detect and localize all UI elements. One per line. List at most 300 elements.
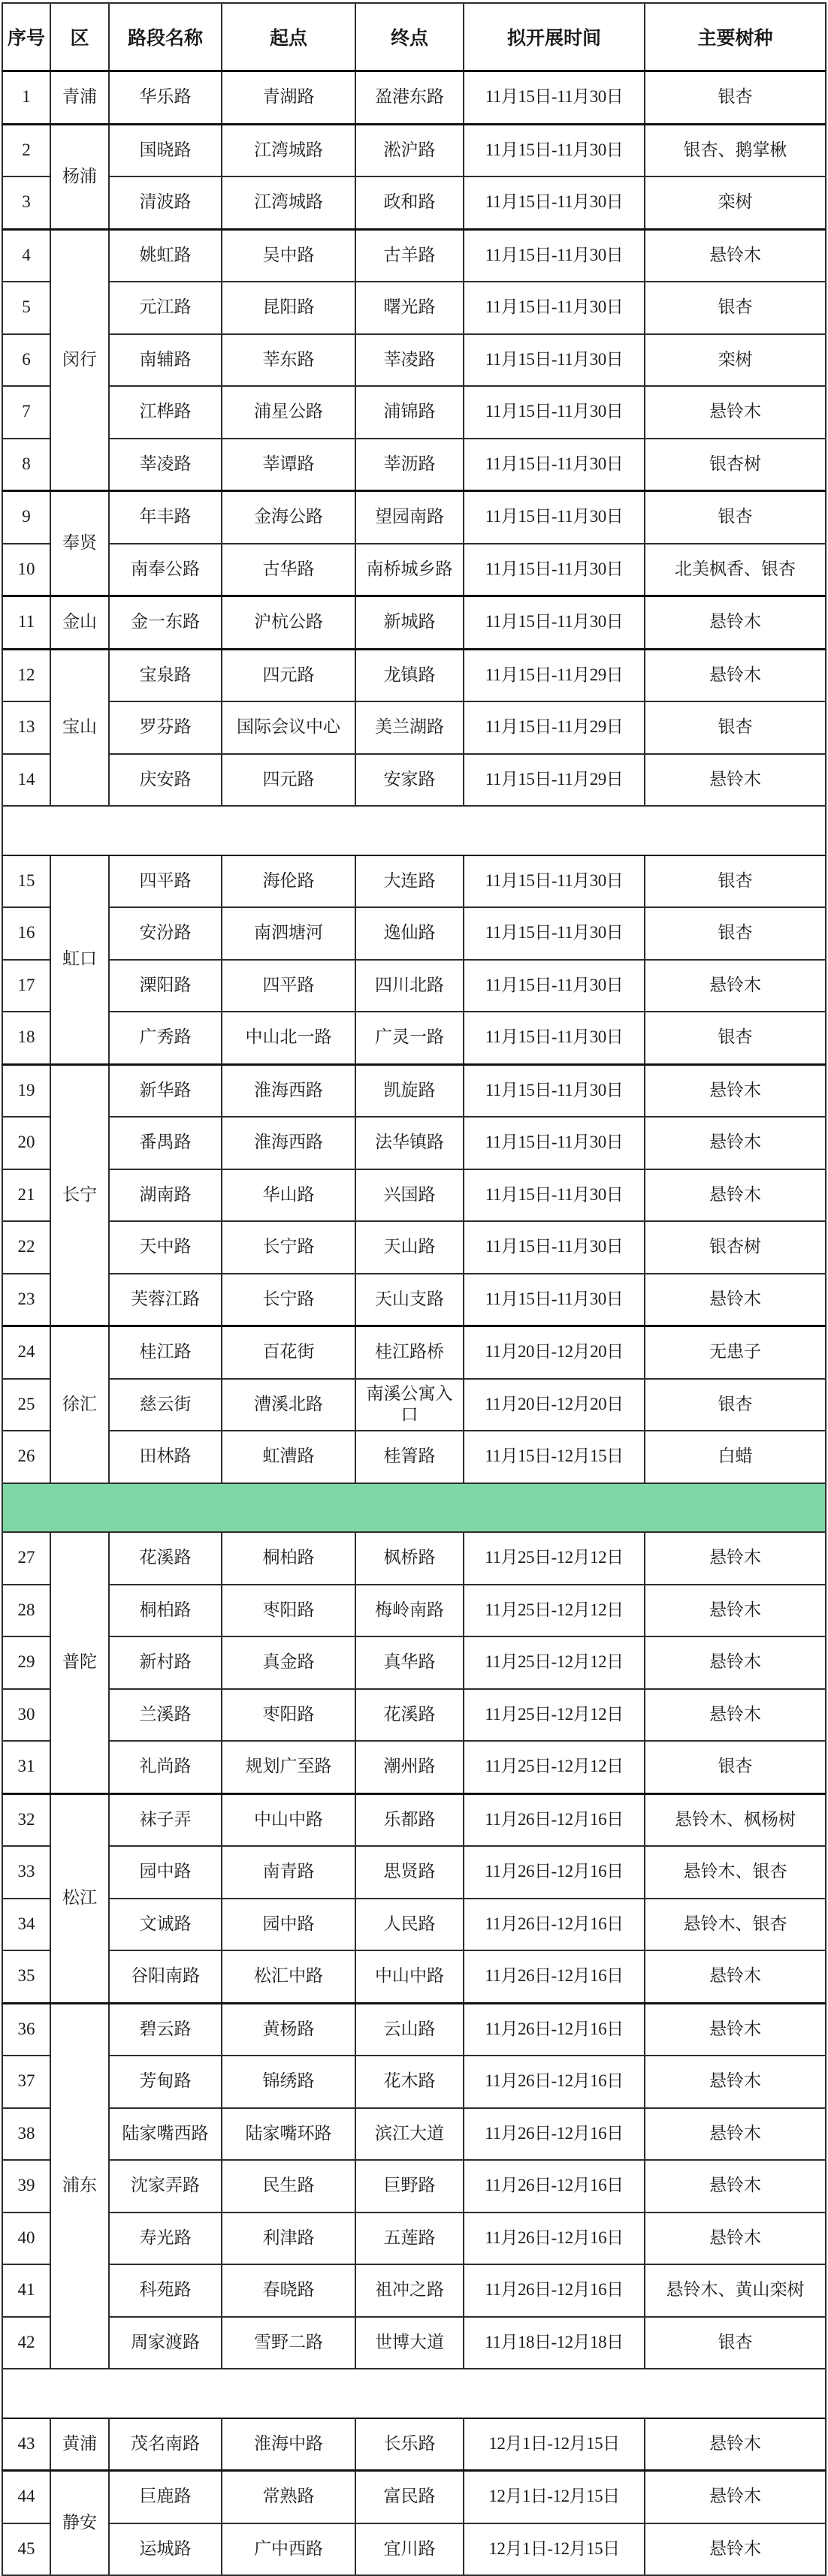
cell-start-point: 华山路 — [222, 1169, 355, 1222]
header-start-point: 起点 — [222, 3, 355, 71]
cell-species: 银杏 — [645, 282, 826, 334]
divider-bar — [2, 2369, 826, 2418]
cell-end-point: 莘沥路 — [355, 439, 464, 491]
divider-bar — [2, 806, 826, 855]
cell-end-point: 祖冲之路 — [355, 2264, 464, 2317]
cell-time: 11月20日-12月20日 — [464, 1326, 645, 1379]
cell-species: 栾树 — [645, 176, 826, 229]
table-row — [2, 544, 826, 596]
cell-start-point: 雪野二路 — [222, 2317, 355, 2369]
cell-road-name: 湖南路 — [109, 1169, 222, 1222]
table-row — [2, 2523, 826, 2576]
cell-road-name: 礼尚路 — [109, 1741, 222, 1793]
table-row — [2, 2108, 826, 2161]
cell-species: 北美枫香、银杏 — [645, 544, 826, 596]
cell-time: 11月15日-11月30日 — [464, 1221, 645, 1274]
cell-species: 悬铃木 — [645, 2056, 826, 2108]
cell-time: 11月15日-11月29日 — [464, 649, 645, 701]
cell-species: 悬铃木、银杏 — [645, 1846, 826, 1899]
cell-road-name: 清波路 — [109, 176, 222, 229]
table-row — [2, 176, 826, 229]
cell-end-point: 龙镇路 — [355, 649, 464, 701]
cell-serial: 30 — [2, 1689, 50, 1742]
cell-start-point: 松汇中路 — [222, 1950, 355, 2003]
cell-road-name: 国晓路 — [109, 124, 222, 176]
cell-road-name: 年丰路 — [109, 491, 222, 544]
table-header — [2, 3, 826, 71]
cell-district: 奉贤 — [50, 491, 109, 596]
cell-start-point: 南青路 — [222, 1846, 355, 1899]
cell-species: 悬铃木 — [645, 2523, 826, 2576]
table-row — [2, 2003, 826, 2056]
cell-end-point: 美兰湖路 — [355, 701, 464, 754]
cell-road-name: 园中路 — [109, 1846, 222, 1899]
cell-end-point: 富民路 — [355, 2471, 464, 2523]
cell-time: 11月26日-12月16日 — [464, 2003, 645, 2056]
cell-start-point: 桐柏路 — [222, 1532, 355, 1585]
cell-road-name: 溧阳路 — [109, 960, 222, 1012]
table-row — [2, 649, 826, 701]
header-end-point: 终点 — [355, 3, 464, 71]
cell-serial: 39 — [2, 2160, 50, 2213]
cell-road-name: 宝泉路 — [109, 649, 222, 701]
cell-time: 11月26日-12月16日 — [464, 2056, 645, 2108]
cell-serial: 7 — [2, 386, 50, 439]
cell-end-point: 天山支路 — [355, 1274, 464, 1326]
cell-serial: 26 — [2, 1431, 50, 1483]
cell-start-point: 黄杨路 — [222, 2003, 355, 2056]
cell-time: 11月25日-12月12日 — [464, 1741, 645, 1793]
cell-start-point: 淮海西路 — [222, 1117, 355, 1169]
cell-time: 11月26日-12月16日 — [464, 2108, 645, 2161]
cell-end-point: 花溪路 — [355, 1689, 464, 1742]
cell-serial: 6 — [2, 334, 50, 387]
cell-serial: 24 — [2, 1326, 50, 1379]
cell-serial: 36 — [2, 2003, 50, 2056]
cell-species: 白蜡 — [645, 1431, 826, 1483]
cell-species: 悬铃木、银杏 — [645, 1899, 826, 1951]
cell-end-point: 巨野路 — [355, 2160, 464, 2213]
table-row — [2, 1689, 826, 1742]
cell-road-name: 元江路 — [109, 282, 222, 334]
cell-time: 12月1日-12月15日 — [464, 2418, 645, 2471]
table-row — [2, 907, 826, 960]
cell-road-name: 兰溪路 — [109, 1689, 222, 1742]
table-row — [2, 124, 826, 176]
cell-time: 11月15日-12月15日 — [464, 1431, 645, 1483]
cell-species: 悬铃木 — [645, 1274, 826, 1326]
cell-species: 悬铃木 — [645, 754, 826, 807]
cell-road-name: 运城路 — [109, 2523, 222, 2576]
cell-start-point: 国际会议中心 — [222, 701, 355, 754]
table-row — [2, 960, 826, 1012]
cell-serial: 34 — [2, 1899, 50, 1951]
cell-end-point: 曙光路 — [355, 282, 464, 334]
cell-time: 11月15日-11月30日 — [464, 855, 645, 908]
cell-end-point: 浦锦路 — [355, 386, 464, 439]
cell-road-name: 袜子弄 — [109, 1793, 222, 1846]
cell-end-point: 长乐路 — [355, 2418, 464, 2471]
cell-serial: 42 — [2, 2317, 50, 2369]
table-row — [2, 2264, 826, 2317]
table-row — [2, 701, 826, 754]
cell-start-point: 淮海西路 — [222, 1064, 355, 1117]
header-time: 拟开展时间 — [464, 3, 645, 71]
cell-start-point: 百花街 — [222, 1326, 355, 1379]
cell-end-point: 大连路 — [355, 855, 464, 908]
table-row — [2, 282, 826, 334]
cell-road-name: 金一东路 — [109, 596, 222, 650]
cell-end-point: 莘凌路 — [355, 334, 464, 387]
cell-serial: 4 — [2, 229, 50, 282]
cell-road-name: 姚虹路 — [109, 229, 222, 282]
cell-road-name: 花溪路 — [109, 1532, 222, 1585]
cell-road-name: 慈云街 — [109, 1379, 222, 1431]
cell-road-name: 番禺路 — [109, 1117, 222, 1169]
cell-start-point: 枣阳路 — [222, 1689, 355, 1742]
cell-end-point: 乐都路 — [355, 1793, 464, 1846]
table-row — [2, 1274, 826, 1326]
cell-end-point: 花木路 — [355, 2056, 464, 2108]
cell-road-name: 新村路 — [109, 1636, 222, 1689]
cell-road-name: 江桦路 — [109, 386, 222, 439]
cell-time: 11月15日-11月30日 — [464, 229, 645, 282]
cell-serial: 21 — [2, 1169, 50, 1222]
cell-end-point: 凯旋路 — [355, 1064, 464, 1117]
cell-time: 11月25日-12月12日 — [464, 1585, 645, 1637]
cell-start-point: 漕溪北路 — [222, 1379, 355, 1431]
cell-species: 栾树 — [645, 334, 826, 387]
cell-road-name: 四平路 — [109, 855, 222, 908]
cell-start-point: 长宁路 — [222, 1274, 355, 1326]
cell-end-point: 云山路 — [355, 2003, 464, 2056]
table-row — [2, 754, 826, 807]
cell-time: 12月1日-12月15日 — [464, 2523, 645, 2576]
cell-start-point: 沪杭公路 — [222, 596, 355, 650]
table-row — [2, 2160, 826, 2213]
header-species: 主要树种 — [645, 3, 826, 71]
cell-time: 11月15日-11月30日 — [464, 124, 645, 176]
table-row — [2, 855, 826, 908]
cell-serial: 40 — [2, 2213, 50, 2265]
header-row — [2, 3, 826, 71]
table-row — [2, 1532, 826, 1585]
cell-serial: 38 — [2, 2108, 50, 2161]
cell-start-point: 利津路 — [222, 2213, 355, 2265]
cell-district: 金山 — [50, 596, 109, 650]
cell-time: 11月25日-12月12日 — [464, 1636, 645, 1689]
cell-end-point: 南溪公寓入口 — [355, 1379, 464, 1431]
cell-district: 虹口 — [50, 855, 109, 1065]
table-row — [2, 439, 826, 491]
cell-serial: 9 — [2, 491, 50, 544]
cell-species: 悬铃木 — [645, 1169, 826, 1222]
cell-species: 银杏 — [645, 1741, 826, 1793]
cell-species: 银杏 — [645, 1379, 826, 1431]
cell-start-point: 陆家嘴环路 — [222, 2108, 355, 2161]
cell-start-point: 昆阳路 — [222, 282, 355, 334]
cell-time: 12月1日-12月15日 — [464, 2471, 645, 2523]
cell-species: 银杏 — [645, 855, 826, 908]
cell-species: 银杏 — [645, 71, 826, 125]
table-row — [2, 1741, 826, 1793]
cell-serial: 43 — [2, 2418, 50, 2471]
cell-species: 银杏树 — [645, 439, 826, 491]
cell-species: 悬铃木 — [645, 1117, 826, 1169]
header-road-name: 路段名称 — [109, 3, 222, 71]
cell-species: 悬铃木 — [645, 1532, 826, 1585]
cell-start-point: 海伦路 — [222, 855, 355, 908]
cell-serial: 33 — [2, 1846, 50, 1899]
cell-species: 银杏 — [645, 701, 826, 754]
cell-serial: 35 — [2, 1950, 50, 2003]
cell-end-point: 盈港东路 — [355, 71, 464, 125]
cell-end-point: 宜川路 — [355, 2523, 464, 2576]
cell-species: 悬铃木 — [645, 1585, 826, 1637]
cell-district: 静安 — [50, 2471, 109, 2576]
cell-end-point: 法华镇路 — [355, 1117, 464, 1169]
cell-time: 11月15日-11月30日 — [464, 1064, 645, 1117]
cell-district: 松江 — [50, 1793, 109, 2003]
cell-time: 11月15日-11月30日 — [464, 1012, 645, 1064]
cell-start-point: 浦星公路 — [222, 386, 355, 439]
cell-start-point: 莘东路 — [222, 334, 355, 387]
cell-district: 杨浦 — [50, 124, 109, 229]
cell-species: 银杏 — [645, 907, 826, 960]
cell-road-name: 田林路 — [109, 1431, 222, 1483]
cell-time: 11月18日-12月18日 — [464, 2317, 645, 2369]
cell-time: 11月26日-12月16日 — [464, 1846, 645, 1899]
cell-start-point: 四元路 — [222, 754, 355, 807]
cell-road-name: 庆安路 — [109, 754, 222, 807]
cell-end-point: 真华路 — [355, 1636, 464, 1689]
divider-bar — [2, 1483, 826, 1533]
cell-species: 悬铃木 — [645, 2213, 826, 2265]
cell-road-name: 安汾路 — [109, 907, 222, 960]
cell-district: 宝山 — [50, 649, 109, 806]
cell-serial: 8 — [2, 439, 50, 491]
cell-species: 悬铃木 — [645, 229, 826, 282]
cell-serial: 20 — [2, 1117, 50, 1169]
cell-species: 银杏 — [645, 2317, 826, 2369]
cell-serial: 29 — [2, 1636, 50, 1689]
cell-end-point: 桂江路桥 — [355, 1326, 464, 1379]
cell-serial: 11 — [2, 596, 50, 650]
cell-serial: 15 — [2, 855, 50, 908]
cell-road-name: 谷阳南路 — [109, 1950, 222, 2003]
cell-time: 11月15日-11月29日 — [464, 701, 645, 754]
cell-serial: 3 — [2, 176, 50, 229]
cell-end-point: 思贤路 — [355, 1846, 464, 1899]
cell-road-name: 茂名南路 — [109, 2418, 222, 2471]
cell-time: 11月15日-11月30日 — [464, 71, 645, 125]
cell-road-name: 周家渡路 — [109, 2317, 222, 2369]
cell-district: 普陀 — [50, 1532, 109, 1793]
cell-end-point: 望园南路 — [355, 491, 464, 544]
cell-serial: 19 — [2, 1064, 50, 1117]
cell-species: 悬铃木 — [645, 1689, 826, 1742]
cell-time: 11月26日-12月16日 — [464, 1899, 645, 1951]
cell-start-point: 园中路 — [222, 1899, 355, 1951]
cell-serial: 17 — [2, 960, 50, 1012]
cell-start-point: 真金路 — [222, 1636, 355, 1689]
table-row — [2, 334, 826, 387]
cell-serial: 10 — [2, 544, 50, 596]
cell-district: 闵行 — [50, 229, 109, 491]
cell-serial: 22 — [2, 1221, 50, 1274]
cell-species: 悬铃木 — [645, 1636, 826, 1689]
cell-district: 青浦 — [50, 71, 109, 125]
cell-time: 11月25日-12月12日 — [464, 1532, 645, 1585]
cell-serial: 23 — [2, 1274, 50, 1326]
cell-start-point: 吴中路 — [222, 229, 355, 282]
header-district: 区 — [50, 3, 109, 71]
table-row — [2, 386, 826, 439]
table-row — [2, 1117, 826, 1169]
cell-serial: 25 — [2, 1379, 50, 1431]
cell-serial: 1 — [2, 71, 50, 125]
cell-time: 11月15日-11月29日 — [464, 754, 645, 807]
cell-end-point: 枫桥路 — [355, 1532, 464, 1585]
table-row — [2, 1221, 826, 1274]
cell-time: 11月20日-12月20日 — [464, 1379, 645, 1431]
cell-road-name: 碧云路 — [109, 2003, 222, 2056]
table-row — [2, 1899, 826, 1951]
table-row — [2, 2471, 826, 2523]
table-row — [2, 1636, 826, 1689]
cell-road-name: 南辅路 — [109, 334, 222, 387]
table-row — [2, 1169, 826, 1222]
cell-road-name: 广秀路 — [109, 1012, 222, 1064]
table-row — [2, 1950, 826, 2003]
cell-road-name: 寿光路 — [109, 2213, 222, 2265]
table-row — [2, 1793, 826, 1846]
cell-serial: 27 — [2, 1532, 50, 1585]
table-row — [2, 1846, 826, 1899]
table-row — [2, 1064, 826, 1117]
cell-start-point: 锦绣路 — [222, 2056, 355, 2108]
cell-serial: 45 — [2, 2523, 50, 2576]
cell-time: 11月26日-12月16日 — [464, 2160, 645, 2213]
table-row — [2, 1012, 826, 1064]
cell-end-point: 桂箐路 — [355, 1431, 464, 1483]
cell-serial: 16 — [2, 907, 50, 960]
cell-start-point: 枣阳路 — [222, 1585, 355, 1637]
cell-time: 11月25日-12月12日 — [464, 1689, 645, 1742]
cell-end-point: 逸仙路 — [355, 907, 464, 960]
cell-road-name: 科苑路 — [109, 2264, 222, 2317]
table-row — [2, 596, 826, 650]
cell-time: 11月15日-11月30日 — [464, 1274, 645, 1326]
cell-start-point: 中山中路 — [222, 1793, 355, 1846]
table-row — [2, 2213, 826, 2265]
cell-serial: 2 — [2, 124, 50, 176]
cell-serial: 41 — [2, 2264, 50, 2317]
cell-road-name: 天中路 — [109, 1221, 222, 1274]
cell-serial: 31 — [2, 1741, 50, 1793]
cell-road-name: 华乐路 — [109, 71, 222, 125]
cell-end-point: 安家路 — [355, 754, 464, 807]
cell-end-point: 四川北路 — [355, 960, 464, 1012]
cell-serial: 37 — [2, 2056, 50, 2108]
cell-road-name: 陆家嘴西路 — [109, 2108, 222, 2161]
cell-start-point: 春晓路 — [222, 2264, 355, 2317]
cell-start-point: 江湾城路 — [222, 176, 355, 229]
cell-road-name: 新华路 — [109, 1064, 222, 1117]
cell-time: 11月26日-12月16日 — [464, 1793, 645, 1846]
cell-road-name: 沈家弄路 — [109, 2160, 222, 2213]
cell-start-point: 民生路 — [222, 2160, 355, 2213]
cell-road-name: 巨鹿路 — [109, 2471, 222, 2523]
table-row — [2, 1326, 826, 1379]
cell-time: 11月26日-12月16日 — [464, 1950, 645, 2003]
cell-serial: 44 — [2, 2471, 50, 2523]
cell-start-point: 四元路 — [222, 649, 355, 701]
cell-start-point: 长宁路 — [222, 1221, 355, 1274]
table-row — [2, 1431, 826, 1483]
cell-time: 11月26日-12月16日 — [464, 2264, 645, 2317]
cell-species: 银杏 — [645, 491, 826, 544]
cell-district: 黄浦 — [50, 2418, 109, 2471]
table-body — [2, 71, 826, 2576]
cell-road-name: 芳甸路 — [109, 2056, 222, 2108]
cell-end-point: 梅岭南路 — [355, 1585, 464, 1637]
cell-species: 悬铃木 — [645, 2108, 826, 2161]
cell-end-point: 政和路 — [355, 176, 464, 229]
cell-district: 长宁 — [50, 1064, 109, 1326]
cell-end-point: 淞沪路 — [355, 124, 464, 176]
cell-start-point: 中山北一路 — [222, 1012, 355, 1064]
cell-time: 11月15日-11月30日 — [464, 544, 645, 596]
cell-road-name: 桂江路 — [109, 1326, 222, 1379]
cell-start-point: 虹漕路 — [222, 1431, 355, 1483]
cell-time: 11月15日-11月30日 — [464, 334, 645, 387]
cell-end-point: 广灵一路 — [355, 1012, 464, 1064]
cell-start-point: 江湾城路 — [222, 124, 355, 176]
cell-start-point: 青湖路 — [222, 71, 355, 125]
cell-species: 悬铃木 — [645, 960, 826, 1012]
table-row — [2, 71, 826, 125]
table-row — [2, 1585, 826, 1637]
cell-serial: 32 — [2, 1793, 50, 1846]
cell-time: 11月26日-12月16日 — [464, 2213, 645, 2265]
cell-time: 11月15日-11月30日 — [464, 1169, 645, 1222]
cell-district: 徐汇 — [50, 1326, 109, 1483]
cell-species: 悬铃木 — [645, 2471, 826, 2523]
cell-species: 悬铃木 — [645, 596, 826, 650]
double-line-divider — [2, 806, 826, 855]
cell-time: 11月15日-11月30日 — [464, 282, 645, 334]
cell-start-point: 金海公路 — [222, 491, 355, 544]
cell-species: 银杏 — [645, 1012, 826, 1064]
cell-road-name: 桐柏路 — [109, 1585, 222, 1637]
cell-serial: 18 — [2, 1012, 50, 1064]
cell-start-point: 南泗塘河 — [222, 907, 355, 960]
cell-start-point: 古华路 — [222, 544, 355, 596]
cell-end-point: 人民路 — [355, 1899, 464, 1951]
green-divider — [2, 1483, 826, 1533]
cell-time: 11月15日-11月30日 — [464, 176, 645, 229]
cell-end-point: 新城路 — [355, 596, 464, 650]
cell-species: 无患子 — [645, 1326, 826, 1379]
header-serial: 序号 — [2, 3, 50, 71]
cell-end-point: 古羊路 — [355, 229, 464, 282]
cell-species: 悬铃木、黄山栾树 — [645, 2264, 826, 2317]
double-line-divider — [2, 2369, 826, 2418]
cell-species: 悬铃木 — [645, 386, 826, 439]
cell-start-point: 广中西路 — [222, 2523, 355, 2576]
cell-species: 银杏、鹅掌楸 — [645, 124, 826, 176]
